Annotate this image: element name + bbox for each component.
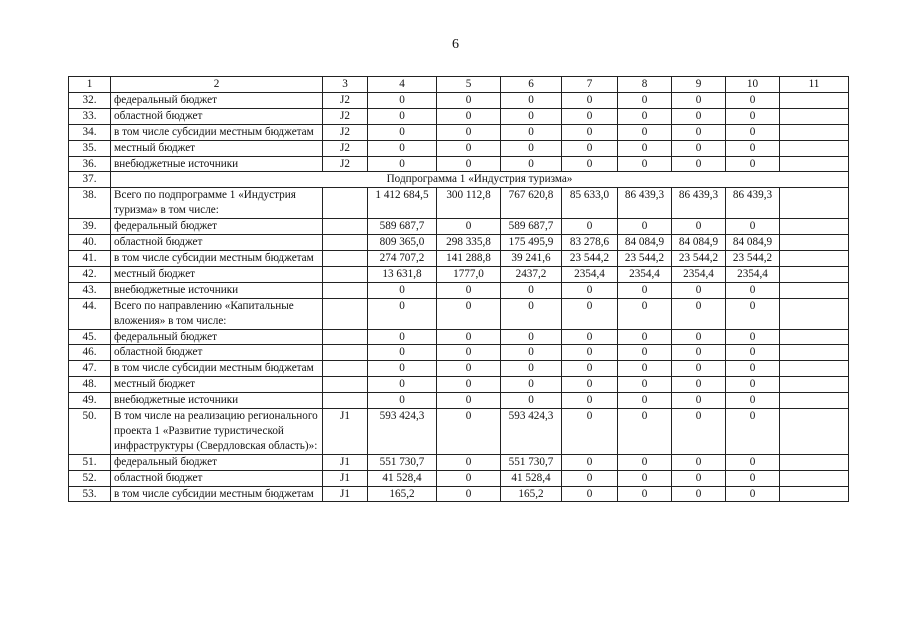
empty-cell <box>780 486 849 502</box>
page-number: 6 <box>452 37 459 52</box>
row-code <box>323 282 368 298</box>
value-cell: 84 084,9 <box>726 235 780 251</box>
value-cell: 175 495,9 <box>501 235 562 251</box>
value-cell: 809 365,0 <box>368 235 437 251</box>
empty-cell <box>780 235 849 251</box>
value-cell: 0 <box>672 108 726 124</box>
value-cell: 0 <box>618 329 672 345</box>
value-cell: 0 <box>726 92 780 108</box>
row-name: областной бюджет <box>111 470 323 486</box>
table-row <box>69 377 849 393</box>
row-number: 34. <box>69 124 111 140</box>
table-row <box>69 393 849 409</box>
value-cell: 0 <box>501 393 562 409</box>
value-cell: 86 439,3 <box>618 188 672 219</box>
row-name: в том числе субсидии местным бюджетам <box>111 250 323 266</box>
table-row <box>69 124 849 140</box>
table-row <box>69 282 849 298</box>
value-cell: 0 <box>501 329 562 345</box>
value-cell: 0 <box>672 486 726 502</box>
value-cell: 0 <box>672 140 726 156</box>
value-cell: 0 <box>562 345 618 361</box>
empty-cell <box>780 188 849 219</box>
header-cell: 2 <box>111 77 323 93</box>
value-cell: 0 <box>437 377 501 393</box>
empty-cell <box>780 361 849 377</box>
value-cell: 551 730,7 <box>368 454 437 470</box>
table-row <box>69 329 849 345</box>
row-name: федеральный бюджет <box>111 92 323 108</box>
value-cell: 0 <box>501 377 562 393</box>
value-cell: 274 707,2 <box>368 250 437 266</box>
value-cell: 23 544,2 <box>726 250 780 266</box>
empty-cell <box>780 393 849 409</box>
row-code <box>323 298 368 329</box>
row-number: 33. <box>69 108 111 124</box>
header-cell: 5 <box>437 77 501 93</box>
row-number: 42. <box>69 266 111 282</box>
value-cell: 86 439,3 <box>672 188 726 219</box>
value-cell: 0 <box>618 219 672 235</box>
row-number: 36. <box>69 156 111 172</box>
row-code <box>323 393 368 409</box>
row-code: J1 <box>323 486 368 502</box>
value-cell: 0 <box>726 377 780 393</box>
row-code <box>323 250 368 266</box>
value-cell: 0 <box>368 298 437 329</box>
row-code <box>323 266 368 282</box>
header-cell: 10 <box>726 77 780 93</box>
value-cell: 0 <box>562 454 618 470</box>
value-cell: 593 424,3 <box>501 409 562 455</box>
value-cell: 0 <box>726 124 780 140</box>
value-cell: 0 <box>501 140 562 156</box>
table-row <box>69 470 849 486</box>
value-cell: 0 <box>618 377 672 393</box>
table-row <box>69 486 849 502</box>
value-cell: 0 <box>672 124 726 140</box>
value-cell: 0 <box>726 156 780 172</box>
table-row <box>69 361 849 377</box>
value-cell: 1 412 684,5 <box>368 188 437 219</box>
value-cell: 0 <box>726 108 780 124</box>
row-number: 46. <box>69 345 111 361</box>
value-cell: 0 <box>726 409 780 455</box>
value-cell: 41 528,4 <box>368 470 437 486</box>
value-cell: 0 <box>501 108 562 124</box>
table-row <box>69 140 849 156</box>
value-cell: 593 424,3 <box>368 409 437 455</box>
value-cell: 0 <box>501 345 562 361</box>
row-number: 44. <box>69 298 111 329</box>
value-cell: 0 <box>368 156 437 172</box>
row-name: областной бюджет <box>111 235 323 251</box>
value-cell: 0 <box>726 486 780 502</box>
value-cell: 0 <box>368 282 437 298</box>
value-cell: 0 <box>672 345 726 361</box>
value-cell: 0 <box>726 282 780 298</box>
value-cell: 39 241,6 <box>501 250 562 266</box>
row-number: 37. <box>69 172 111 188</box>
row-name: внебюджетные источники <box>111 393 323 409</box>
value-cell: 0 <box>562 470 618 486</box>
value-cell: 0 <box>562 219 618 235</box>
value-cell: 589 687,7 <box>368 219 437 235</box>
table-row <box>69 454 849 470</box>
value-cell: 0 <box>437 470 501 486</box>
value-cell: 0 <box>618 298 672 329</box>
value-cell: 0 <box>437 108 501 124</box>
row-code <box>323 361 368 377</box>
value-cell: 0 <box>368 377 437 393</box>
value-cell: 767 620,8 <box>501 188 562 219</box>
value-cell: 0 <box>618 470 672 486</box>
value-cell: 0 <box>562 140 618 156</box>
value-cell: 0 <box>437 393 501 409</box>
value-cell: 0 <box>672 361 726 377</box>
row-number: 32. <box>69 92 111 108</box>
value-cell: 0 <box>618 409 672 455</box>
empty-cell <box>780 298 849 329</box>
row-number: 51. <box>69 454 111 470</box>
value-cell: 0 <box>562 156 618 172</box>
value-cell: 0 <box>618 156 672 172</box>
empty-cell <box>780 140 849 156</box>
row-code <box>323 345 368 361</box>
row-name: в том числе субсидии местным бюджетам <box>111 124 323 140</box>
value-cell: 0 <box>618 92 672 108</box>
row-name: в том числе субсидии местным бюджетам <box>111 361 323 377</box>
value-cell: 165,2 <box>368 486 437 502</box>
empty-cell <box>780 377 849 393</box>
row-code: J2 <box>323 92 368 108</box>
row-name: внебюджетные источники <box>111 156 323 172</box>
value-cell: 0 <box>437 298 501 329</box>
header-cell: 8 <box>618 77 672 93</box>
value-cell: 0 <box>562 92 618 108</box>
value-cell: 0 <box>437 124 501 140</box>
value-cell: 0 <box>618 454 672 470</box>
value-cell: 84 084,9 <box>618 235 672 251</box>
value-cell: 300 112,8 <box>437 188 501 219</box>
table-row <box>69 298 849 329</box>
row-number: 50. <box>69 409 111 455</box>
table-row <box>69 235 849 251</box>
value-cell: 0 <box>437 92 501 108</box>
value-cell: 0 <box>562 329 618 345</box>
value-cell: 0 <box>437 140 501 156</box>
header-cell: 11 <box>780 77 849 93</box>
row-name: федеральный бюджет <box>111 329 323 345</box>
value-cell: 0 <box>368 345 437 361</box>
value-cell: 0 <box>672 298 726 329</box>
row-name: областной бюджет <box>111 108 323 124</box>
value-cell: 0 <box>368 361 437 377</box>
value-cell: 0 <box>618 345 672 361</box>
row-code: J2 <box>323 140 368 156</box>
table-row <box>69 156 849 172</box>
value-cell: 84 084,9 <box>672 235 726 251</box>
value-cell: 0 <box>501 282 562 298</box>
empty-cell <box>780 266 849 282</box>
row-code: J1 <box>323 470 368 486</box>
value-cell: 0 <box>618 393 672 409</box>
table-row <box>69 409 849 455</box>
empty-cell <box>780 470 849 486</box>
value-cell: 23 544,2 <box>618 250 672 266</box>
value-cell: 0 <box>562 486 618 502</box>
value-cell: 0 <box>618 140 672 156</box>
value-cell: 0 <box>501 92 562 108</box>
value-cell: 0 <box>437 361 501 377</box>
empty-cell <box>780 454 849 470</box>
value-cell: 0 <box>672 377 726 393</box>
table-row <box>69 345 849 361</box>
row-name: федеральный бюджет <box>111 219 323 235</box>
value-cell: 0 <box>726 454 780 470</box>
table-row <box>69 219 849 235</box>
row-code <box>323 377 368 393</box>
value-cell: 0 <box>672 156 726 172</box>
row-number: 45. <box>69 329 111 345</box>
header-cell: 6 <box>501 77 562 93</box>
value-cell: 0 <box>501 298 562 329</box>
table-row <box>69 188 849 219</box>
value-cell: 0 <box>726 329 780 345</box>
row-code <box>323 329 368 345</box>
row-number: 40. <box>69 235 111 251</box>
row-name: Всего по подпрограмме 1 «Индустрия туризма» в том числе: <box>111 188 323 219</box>
row-name: внебюджетные источники <box>111 282 323 298</box>
row-number: 49. <box>69 393 111 409</box>
value-cell: 0 <box>437 219 501 235</box>
value-cell: 41 528,4 <box>501 470 562 486</box>
row-code <box>323 188 368 219</box>
table-row <box>69 172 849 188</box>
value-cell: 0 <box>501 156 562 172</box>
row-code: J2 <box>323 156 368 172</box>
value-cell: 23 544,2 <box>672 250 726 266</box>
row-number: 43. <box>69 282 111 298</box>
value-cell: 0 <box>672 282 726 298</box>
value-cell: 589 687,7 <box>501 219 562 235</box>
value-cell: 0 <box>368 329 437 345</box>
empty-cell <box>780 92 849 108</box>
value-cell: 0 <box>437 156 501 172</box>
value-cell: 0 <box>562 409 618 455</box>
row-name: В том числе на реализацию регионального проекта 1 «Развитие туристической инфраструктуры (Свердловская область)»: <box>111 409 323 455</box>
value-cell: 0 <box>368 140 437 156</box>
value-cell: 0 <box>726 393 780 409</box>
empty-cell <box>780 409 849 455</box>
value-cell: 0 <box>726 298 780 329</box>
value-cell: 83 278,6 <box>562 235 618 251</box>
value-cell: 2354,4 <box>672 266 726 282</box>
value-cell: 141 288,8 <box>437 250 501 266</box>
row-code: J2 <box>323 124 368 140</box>
value-cell: 0 <box>562 298 618 329</box>
table-row <box>69 266 849 282</box>
value-cell: 0 <box>368 124 437 140</box>
row-number: 48. <box>69 377 111 393</box>
value-cell: 13 631,8 <box>368 266 437 282</box>
row-number: 41. <box>69 250 111 266</box>
value-cell: 0 <box>562 124 618 140</box>
value-cell: 0 <box>368 92 437 108</box>
value-cell: 0 <box>672 92 726 108</box>
value-cell: 0 <box>672 219 726 235</box>
empty-cell <box>780 345 849 361</box>
table-row <box>69 250 849 266</box>
row-name: областной бюджет <box>111 345 323 361</box>
header-cell: 3 <box>323 77 368 93</box>
header-cell: 7 <box>562 77 618 93</box>
value-cell: 0 <box>562 108 618 124</box>
row-name: федеральный бюджет <box>111 454 323 470</box>
value-cell: 0 <box>618 361 672 377</box>
table-row <box>69 92 849 108</box>
row-name: местный бюджет <box>111 140 323 156</box>
value-cell: 0 <box>726 361 780 377</box>
value-cell: 0 <box>437 329 501 345</box>
value-cell: 0 <box>672 393 726 409</box>
row-number: 35. <box>69 140 111 156</box>
value-cell: 0 <box>562 393 618 409</box>
row-number: 39. <box>69 219 111 235</box>
subprogram-title: Подпрограмма 1 «Индустрия туризма» <box>111 172 849 188</box>
value-cell: 165,2 <box>501 486 562 502</box>
value-cell: 0 <box>726 219 780 235</box>
value-cell: 23 544,2 <box>562 250 618 266</box>
table-row <box>69 108 849 124</box>
value-cell: 0 <box>618 108 672 124</box>
header-cell: 1 <box>69 77 111 93</box>
empty-cell <box>780 108 849 124</box>
empty-cell <box>780 124 849 140</box>
value-cell: 0 <box>562 377 618 393</box>
row-number: 52. <box>69 470 111 486</box>
value-cell: 0 <box>726 470 780 486</box>
value-cell: 0 <box>501 124 562 140</box>
table-body <box>69 92 849 502</box>
row-number: 47. <box>69 361 111 377</box>
value-cell: 2354,4 <box>726 266 780 282</box>
row-name: Всего по направлению «Капитальные вложения» в том числе: <box>111 298 323 329</box>
value-cell: 0 <box>726 345 780 361</box>
row-code <box>323 219 368 235</box>
value-cell: 0 <box>672 329 726 345</box>
value-cell: 0 <box>437 282 501 298</box>
row-code <box>323 235 368 251</box>
value-cell: 0 <box>562 282 618 298</box>
value-cell: 0 <box>437 409 501 455</box>
value-cell: 2437,2 <box>501 266 562 282</box>
empty-cell <box>780 156 849 172</box>
header-cell: 4 <box>368 77 437 93</box>
row-code: J1 <box>323 454 368 470</box>
budget-table <box>68 76 849 502</box>
row-name: местный бюджет <box>111 266 323 282</box>
value-cell: 0 <box>618 124 672 140</box>
value-cell: 0 <box>501 361 562 377</box>
empty-cell <box>780 250 849 266</box>
row-code: J2 <box>323 108 368 124</box>
value-cell: 0 <box>562 361 618 377</box>
header-cell: 9 <box>672 77 726 93</box>
row-number: 53. <box>69 486 111 502</box>
value-cell: 85 633,0 <box>562 188 618 219</box>
empty-cell <box>780 219 849 235</box>
value-cell: 0 <box>368 393 437 409</box>
value-cell: 0 <box>672 470 726 486</box>
value-cell: 0 <box>368 108 437 124</box>
value-cell: 0 <box>437 345 501 361</box>
value-cell: 0 <box>437 454 501 470</box>
header-row <box>69 77 849 93</box>
value-cell: 0 <box>726 140 780 156</box>
empty-cell <box>780 329 849 345</box>
value-cell: 2354,4 <box>562 266 618 282</box>
row-name: в том числе субсидии местным бюджетам <box>111 486 323 502</box>
value-cell: 298 335,8 <box>437 235 501 251</box>
value-cell: 0 <box>672 409 726 455</box>
row-number: 38. <box>69 188 111 219</box>
empty-cell <box>780 282 849 298</box>
row-name: местный бюджет <box>111 377 323 393</box>
value-cell: 0 <box>618 282 672 298</box>
value-cell: 0 <box>618 486 672 502</box>
value-cell: 0 <box>672 454 726 470</box>
value-cell: 1777,0 <box>437 266 501 282</box>
value-cell: 551 730,7 <box>501 454 562 470</box>
value-cell: 86 439,3 <box>726 188 780 219</box>
row-code: J1 <box>323 409 368 455</box>
value-cell: 0 <box>437 486 501 502</box>
value-cell: 2354,4 <box>618 266 672 282</box>
